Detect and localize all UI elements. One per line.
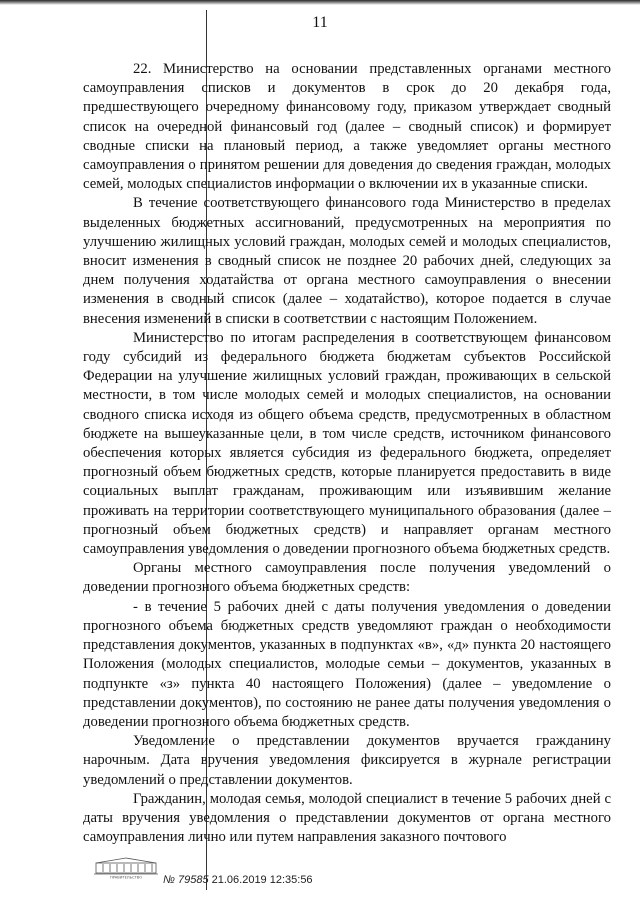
paragraph: Уведомление о представлении документов вручается гражданину нарочным. Дата вручения уведомления фиксируется в журнале регистрации уведомлений о представлении документов. — [83, 733, 611, 788]
stamp-caption: ПРАВИТЕЛЬСТВО — [109, 875, 143, 879]
document-timestamp: 21.06.2019 12:35:56 — [211, 874, 313, 886]
page-number: 11 — [312, 14, 328, 31]
document-number: № 79585 — [163, 874, 209, 886]
paragraph: В течение соответствующего финансового года Министерство в пределах выделенных бюджетных ассигнований, предусмотренных на мероприятия по улучшению жилищных условий граждан, молодых семей и молодых специалистов, вносит изменения в сводный список не позднее 20 рабочих дней, следующих за днем получения ходатайства от органа местного самоуправления о внесении изменения в сводный список (далее – ходатайство), которое подается в случае внесения изменений в списки в соответствии с настоящим Положением. — [83, 195, 611, 327]
paragraph: 22. Министерство на основании представленных органами местного самоуправления списков и документов в срок до 20 декабря года, предшествующего очередному финансовому году, приказом утверждает сводный список на очередной финансовый год (далее – сводный список) и формирует сводные списки на плановый период, а также уведомляет органы местного самоуправления о принятом решении для доведения до сведения граждан, молодых семей, молодых специалистов информации о включении их в указанные списки. — [83, 61, 611, 193]
paragraph: Органы местного самоуправления после получения уведомлений о доведении прогнозного объема бюджетных средств: — [83, 560, 611, 596]
paragraph: Гражданин, молодая семья, молодой специалист в течение 5 рабочих дней с даты вручения уведомления о представлении документов от органа местного самоуправления лично или путем направления заказного почтового — [83, 790, 611, 846]
footer-document-info — [163, 874, 313, 886]
scan-top-edge — [0, 0, 640, 5]
paragraph: Министерство по итогам распределения в соответствующем финансовом году субсидий из федерального бюджета бюджетам субъектов Российской Федерации на улучшение жилищных условий граждан, проживающих в сельской местности, в том числе молодых семей и молодых специалистов, на основании сводного списка исходя из общего объема средств, предусмотренных в областном бюджете на вышеуказанные цели, в том числе средств, источником финансового обеспечения которых является субсидия из федерального бюджета, определяет прогнозный объем бюджетных средств, которые планируется предоставить в виде социальных выплат гражданам, проживающим или изъявившим желание проживать на территории соответствующего муниципального образования (далее – прогнозный объем бюджетных средств) и направляет органам местного самоуправления уведомления о доведении прогнозного объема бюджетных средств. — [83, 329, 611, 558]
document-body — [83, 60, 611, 847]
paragraph: - в течение 5 рабочих дней с даты получения уведомления о доведении прогнозного объема бюджетных средств уведомляют граждан о необходимости представления документов, указанных в подпунктах «в», «д» пункта 20 настоящего Положения (молодых специалистов, молодые семьи – документов, указанных в подпункте «з» пункта 40 настоящего Положения) (далее – уведомление о представлении документов), по состоянию не ранее даты получения уведомления о доведении прогнозного объема бюджетных средств. — [83, 598, 611, 730]
government-building-stamp-icon — [93, 857, 159, 879]
